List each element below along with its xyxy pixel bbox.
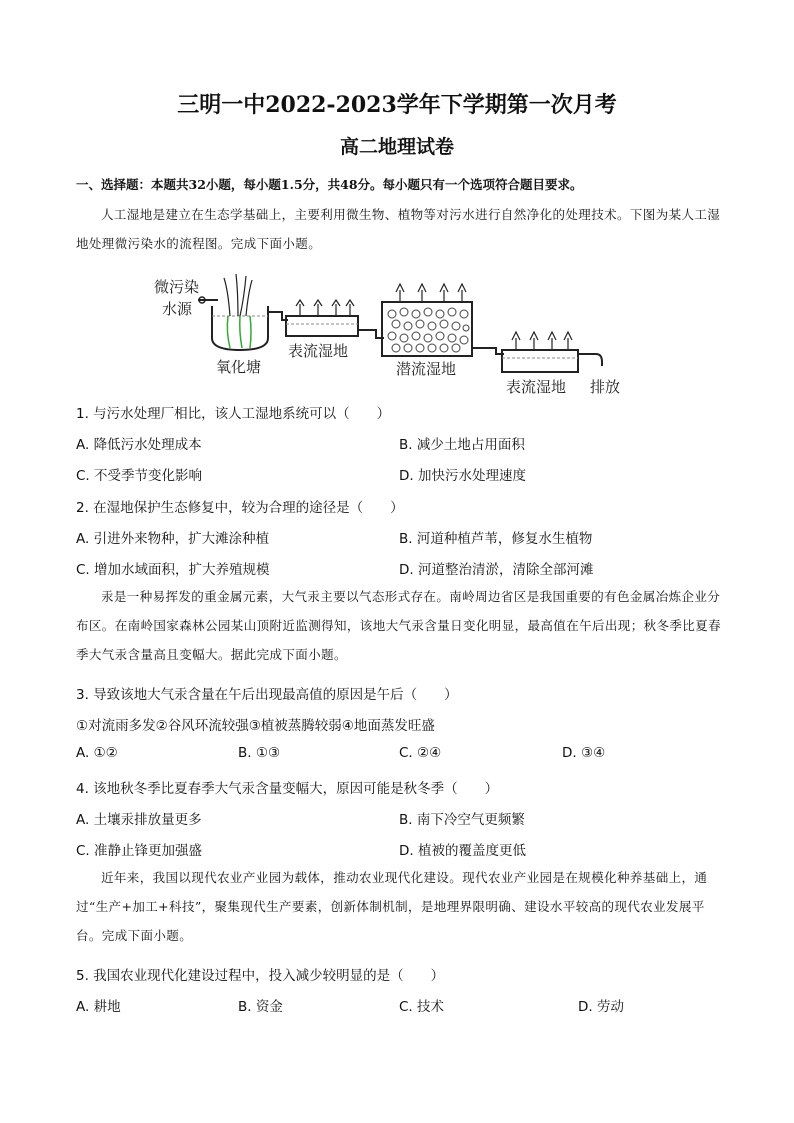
question-1-stem: 1. 与污水处理厂相比，该人工湿地系统可以（ ） [76, 406, 391, 422]
surface-wetland-1 [286, 300, 358, 336]
passage-agriculture: 近年来，我国以现代农业产业园为载体，推动农业现代化建设。现代农业产业园是在规模化种养基础上，通过“生产+加工+科技”，聚集现代生产要素，创新体制机制，是地理界限明确、建设水平较高的现代农业发展平台。完成下面小题。 [76, 870, 708, 943]
label-surface-wetland-2: 表流湿地 [506, 378, 567, 396]
section-header: 一、选择题：本题共32小题，每小题1.5分，共48分。每小题只有一个选项符合题目要求。 [76, 177, 583, 192]
question-5-stem: 5. 我国农业现代化建设过程中，投入减少较明显的是（ ） [76, 968, 445, 984]
question-3-option-c[interactable]: C. ②④ [399, 745, 442, 761]
question-5-option-c[interactable]: C. 技术 [399, 999, 445, 1015]
wetland-flow-diagram [150, 268, 630, 398]
inlet-pipe [198, 297, 218, 303]
question-3-statements: ①对流雨多发②谷风环流较强③植被蒸腾较弱④地面蒸发旺盛 [76, 718, 435, 734]
question-5-option-b[interactable]: B. 资金 [238, 999, 283, 1015]
question-4-option-a[interactable]: A. 土壤汞排放量更多 [76, 812, 202, 828]
question-2-option-b[interactable]: B. 河道种植芦苇，修复水生植物 [399, 531, 593, 547]
question-2-option-d[interactable]: D. 河道整治清淤，清除全部河滩 [399, 562, 594, 578]
question-3-option-b[interactable]: B. ①③ [238, 745, 281, 761]
question-3-option-d[interactable]: D. ③④ [562, 745, 606, 761]
exam-title: 三明一中2022-2023学年下学期第一次月考 [177, 92, 617, 118]
question-4-option-c[interactable]: C. 准静止锋更加强盛 [76, 843, 203, 859]
question-2-stem: 2. 在湿地保护生态修复中，较为合理的途径是（ ） [76, 500, 404, 516]
question-3-option-a[interactable]: A. ①② [76, 745, 118, 761]
label-source: 微污染 [154, 278, 200, 296]
question-4-stem: 4. 该地秋冬季比夏春季大气汞含量变幅大，原因可能是秋冬季（ ） [76, 781, 499, 797]
surface-wetland-2 [502, 332, 578, 372]
question-1-option-b[interactable]: B. 减少土地占用面积 [399, 437, 525, 453]
passage-mercury: 汞是一种易挥发的重金属元素，大气汞主要以气态形式存在。南岭周边省区是我国重要的有色金属冶炼企业分布区。在南岭国家森林公园某山顶附近监测得知，该地大气汞含量日变化明显，最高值在午后出现；秋冬季比夏春季大气汞含量高且变幅大。据此完成下面小题。 [76, 589, 722, 662]
question-1-option-a[interactable]: A. 降低污水处理成本 [76, 437, 202, 453]
label-source-2: 水源 [162, 300, 193, 318]
question-1-option-d[interactable]: D. 加快污水处理速度 [399, 468, 526, 484]
question-2-option-c[interactable]: C. 增加水域面积，扩大养殖规模 [76, 562, 270, 578]
oxidation-pond [212, 274, 268, 350]
question-4-option-b[interactable]: B. 南下冷空气更频繁 [399, 812, 525, 828]
question-3-stem: 3. 导致该地大气汞含量在午后出现最高值的原因是午后（ ） [76, 687, 458, 703]
exam-subtitle: 高二地理试卷 [339, 136, 454, 158]
label-oxidation-pond: 氧化塘 [216, 358, 262, 376]
label-subsurface-wetland: 潜流湿地 [396, 360, 457, 378]
question-5-option-a[interactable]: A. 耕地 [76, 999, 121, 1015]
question-5-option-d[interactable]: D. 劳动 [578, 999, 624, 1015]
label-surface-wetland-1: 表流湿地 [288, 342, 349, 360]
subsurface-wetland [382, 284, 472, 356]
question-1-option-c[interactable]: C. 不受季节变化影响 [76, 468, 203, 484]
passage-wetland: 人工湿地是建立在生态学基础上，主要利用微生物、植物等对污水进行自然净化的处理技术。下图为某人工湿地处理微污染水的流程图。完成下面小题。 [76, 207, 721, 251]
question-2-option-a[interactable]: A. 引进外来物种，扩大滩涂种植 [76, 531, 270, 547]
question-4-option-d[interactable]: D. 植被的覆盖度更低 [399, 843, 526, 859]
label-discharge: 排放 [590, 378, 621, 396]
